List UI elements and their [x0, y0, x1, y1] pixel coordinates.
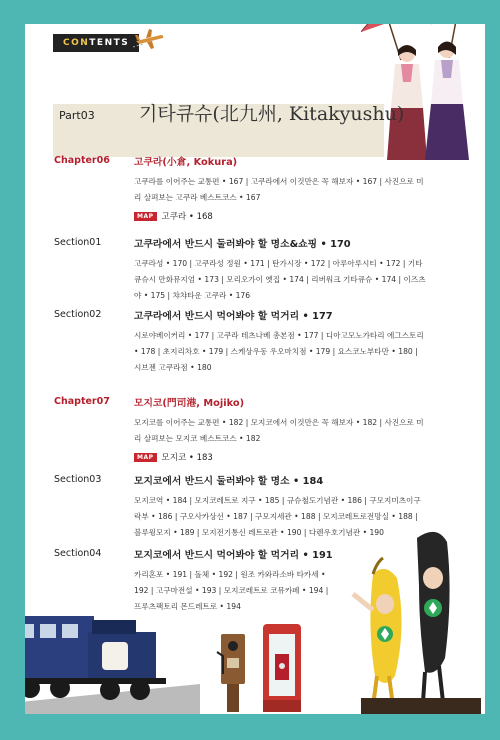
chapter-entry [134, 395, 426, 463]
chapter-label: Chapter06 [54, 155, 110, 166]
banana-mascots-illustration [325, 526, 485, 714]
part-title: 기타큐슈(北九州, Kitakyushu) [139, 103, 405, 125]
chapter-text: 고쿠라를 이어주는 교통편 • 167 | 고쿠라에서 이것만은 꼭 해보자 • 167 | 사진으로 미리 살펴보는 고쿠라 베스트코스 • 167 [134, 177, 424, 202]
map-text: 고쿠라 • 168 [161, 212, 213, 222]
section-label: Section02 [54, 309, 102, 320]
chapter-text: 모지코를 이어주는 교통편 • 182 | 모지코에서 이것만은 꼭 해보자 • 182 | 사진으로 미리 살펴보는 모지코 베스트코스 • 182 [134, 418, 424, 443]
chapter-entry [134, 154, 426, 222]
section-label: Section01 [54, 237, 102, 248]
section-entry [134, 308, 426, 376]
chapter-title[interactable]: 모지코(門司港, Mojiko) [134, 398, 245, 409]
antique-telephone-illustration [213, 628, 253, 714]
section-text: 시로야베이커리 • 177 | 고쿠라 테츠나베 총본점 • 177 | 디아고모노가타리 에그스토리 • 178 | 초지리차호 • 179 | 스케상우동 우오마치점 • 179 | 요스코노부타만 • 180 | 시브젠 고쿠라점 • 180 [134, 331, 424, 372]
section-text: 모지코역 • 184 | 모지코레트로 지구 • 185 | 규슈철도기념관 • 186 | 구모지미츠이구락부 • 186 | 구오사카상선 • 187 | 구모지세관 • 188 | 모지코레트로전망실 • 188 | 블루윙모지 • 189 | 모지전기통신 레트로관 • 190 | 다렌우호기념관 • 190 [134, 496, 421, 537]
chapter-title[interactable]: 고쿠라(小倉, Kokura) [134, 157, 238, 168]
airplane-icon [133, 27, 165, 53]
red-phone-booth-illustration [261, 620, 303, 714]
map-text: 모지코 • 183 [161, 453, 213, 463]
map-tag: MAP [134, 453, 157, 462]
map-line[interactable] [134, 451, 426, 463]
map-line[interactable] [134, 210, 426, 222]
section-label: Section04 [54, 548, 102, 559]
section-title[interactable]: 고쿠라에서 반드시 둘러봐야 할 명소&쇼핑 • 170 [134, 239, 351, 250]
section-title[interactable]: 모지코에서 반드시 먹어봐야 할 먹거리 • 191 [134, 550, 333, 561]
section-entry [134, 236, 426, 304]
section-title[interactable]: 모지코에서 반드시 둘러봐야 할 명소 • 184 [134, 476, 324, 487]
section-text: 고쿠라성 • 170 | 고쿠라성 정원 • 171 | 탄가시장 • 172 | 아루아루시티 • 172 | 기타큐슈시 만화뮤지엄 • 173 | 모리오가이 옛집 • 174 | 리버워크 기타큐슈 • 174 | 이즈츠야 • 175 | 챠챠타운 고쿠라 • 176 [134, 259, 426, 300]
map-tag: MAP [134, 212, 157, 221]
chapter-label: Chapter07 [54, 396, 110, 407]
contents-badge: CONTENTS [53, 34, 139, 52]
contents-page [25, 24, 485, 714]
locomotive-illustration [25, 586, 200, 714]
section-text: 카리혼포 • 191 | 돌체 • 192 | 원조 카와라소바 타카세 • 192 | 고구마전설 • 193 | 모지코레트로 코뮤카페 • 194 | 프루츠팩토리 몬드레트로 • 194 [134, 570, 329, 611]
section-label: Section03 [54, 474, 102, 485]
part-label: Part03 [59, 109, 95, 122]
section-title[interactable]: 고쿠라에서 반드시 먹어봐야 할 먹거리 • 177 [134, 311, 333, 322]
